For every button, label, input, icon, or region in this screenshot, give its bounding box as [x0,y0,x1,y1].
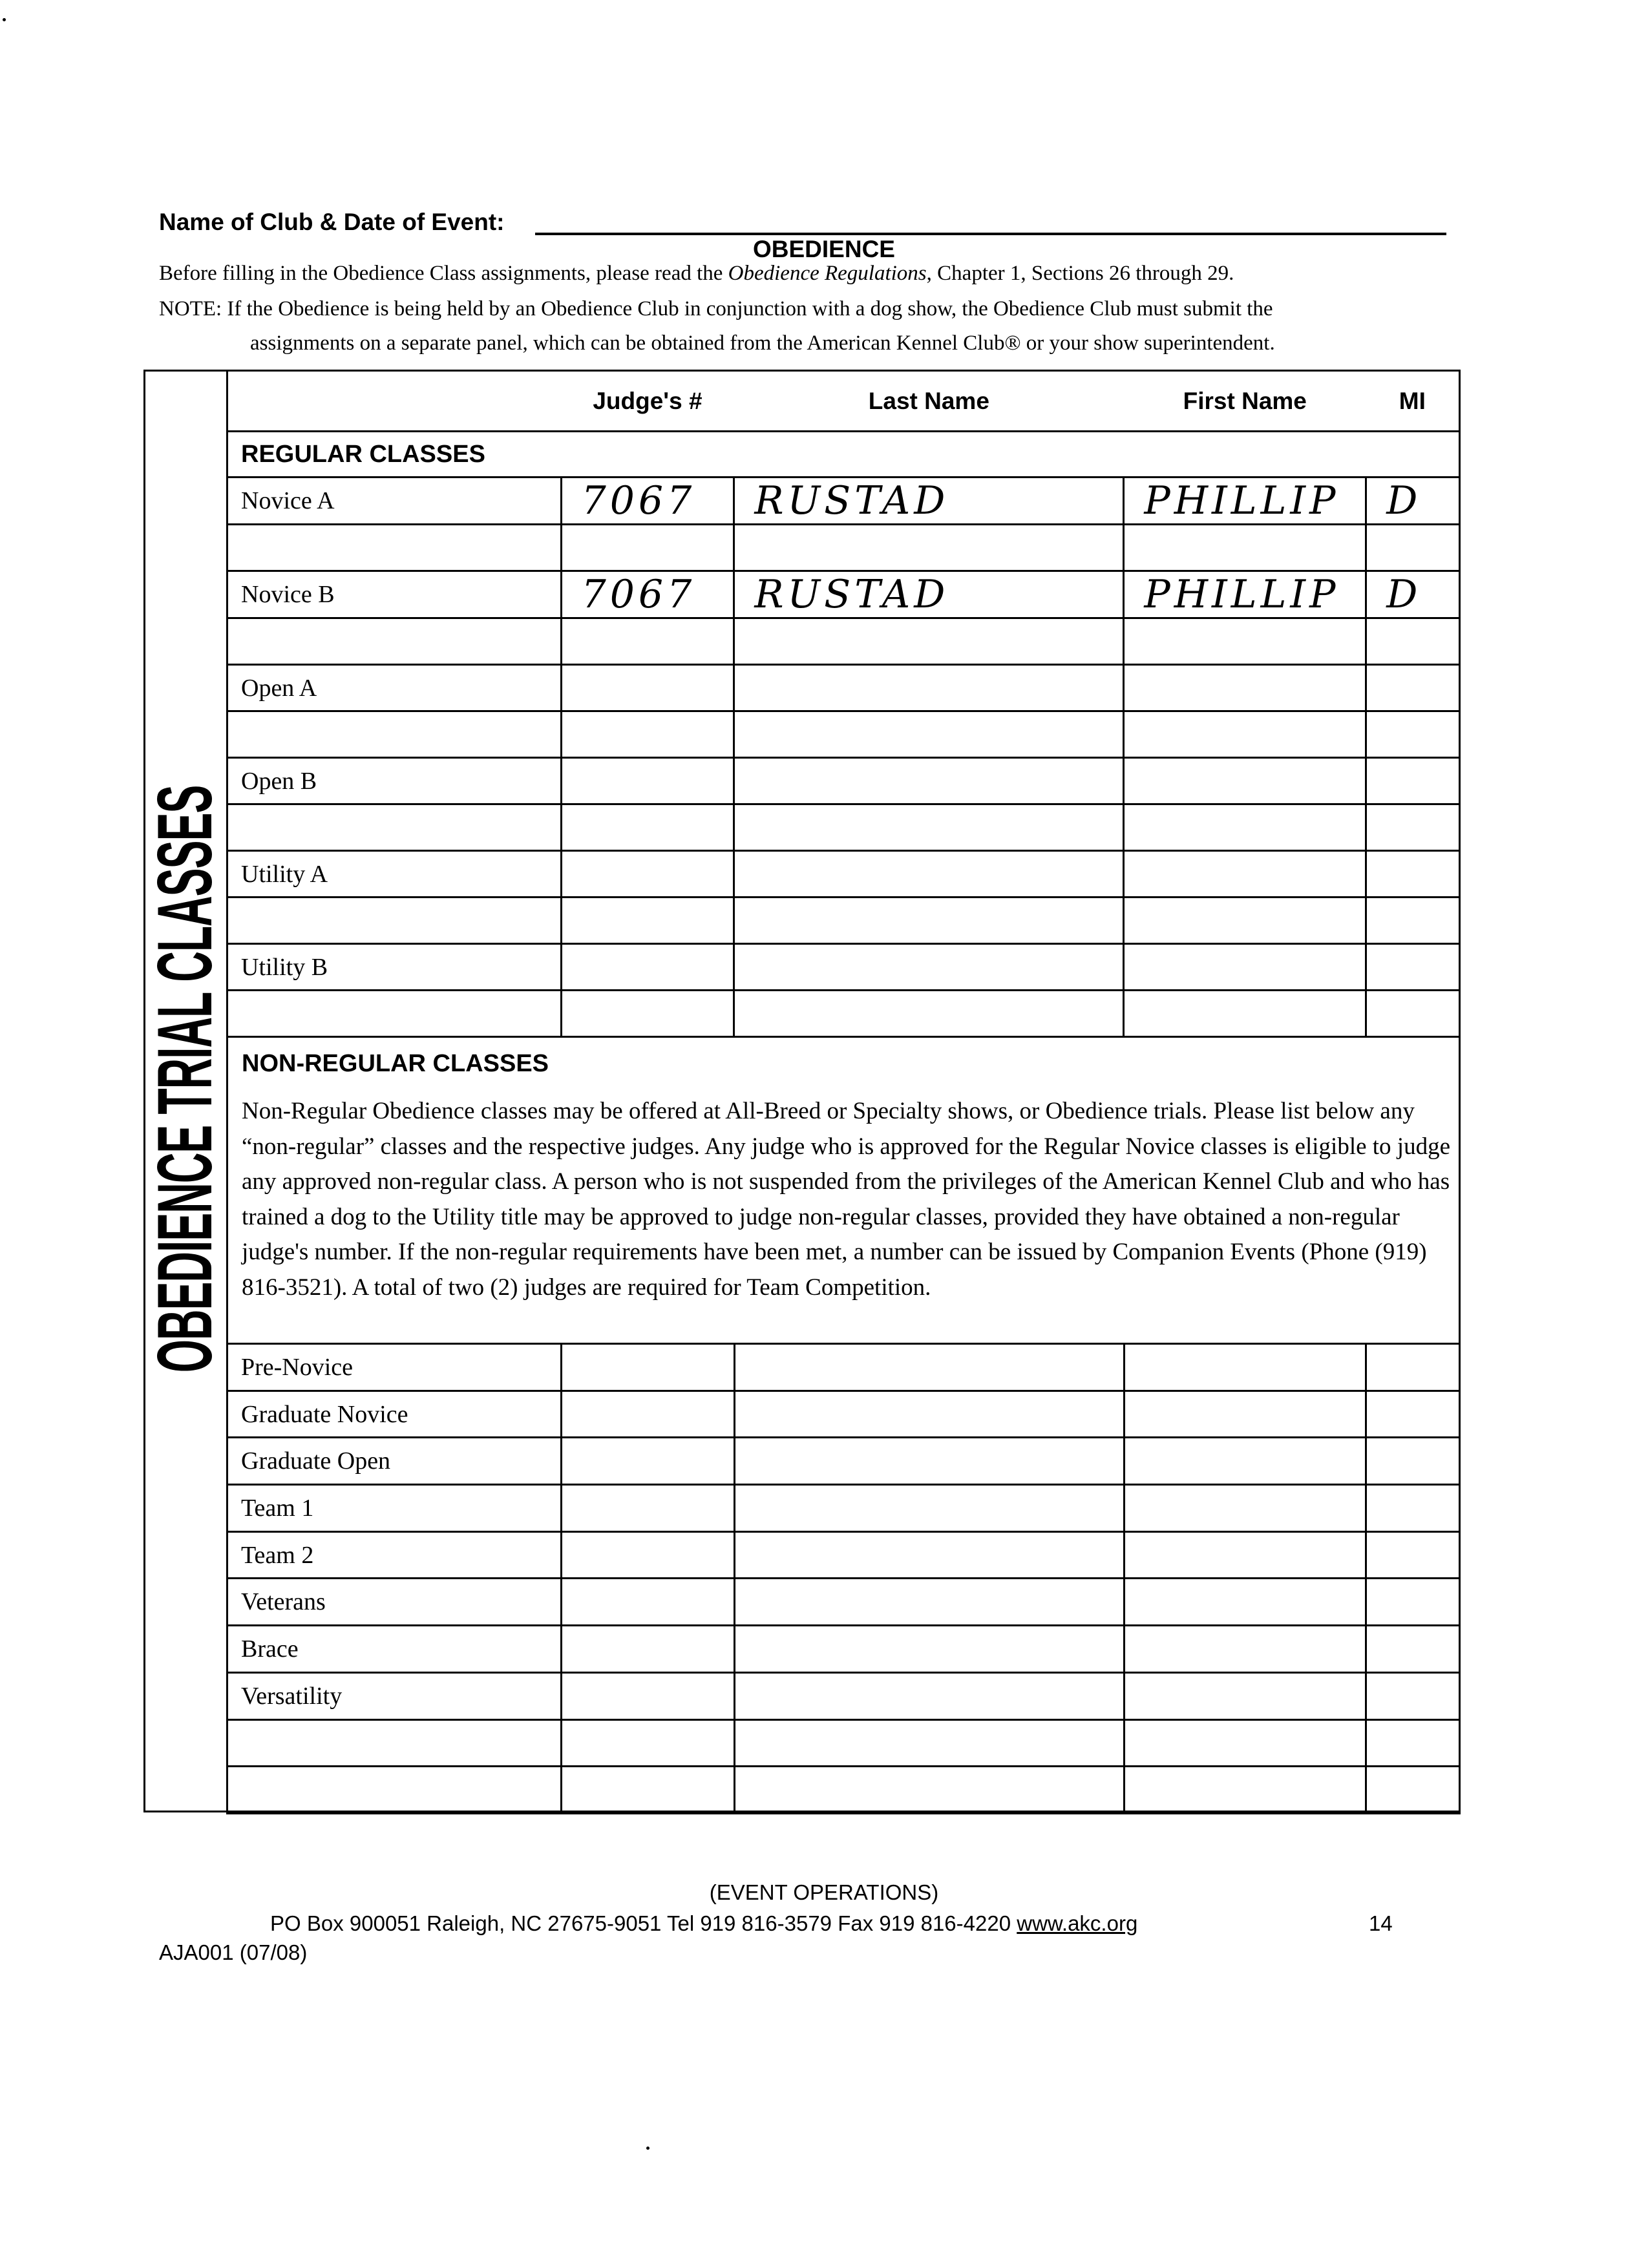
judge-number-field[interactable] [562,1438,735,1485]
judge-number-field[interactable] [561,758,734,804]
class-label: Utility B [227,944,562,991]
class-label: Veterans [227,1579,562,1626]
last-name-field[interactable] [734,851,1124,898]
class-label: Brace [227,1626,562,1673]
class-label: Pre-Novice [227,1344,562,1391]
mi-field[interactable] [1366,898,1460,944]
judge-number-field[interactable] [562,1344,735,1391]
table-row [227,1719,1460,1767]
judge-number-field[interactable] [562,1767,735,1814]
table-row [227,1391,1460,1438]
table-row [227,851,1460,898]
mi-field[interactable] [1366,1767,1460,1814]
last-name-field[interactable] [734,1719,1124,1767]
club-name-label: Name of Club & Date of Event: [159,209,505,235]
last-name-field[interactable] [734,1485,1124,1532]
first-name-field[interactable] [1124,1438,1366,1485]
mi-field[interactable] [1366,1485,1460,1532]
last-name-field[interactable] [734,1391,1124,1438]
last-name-field[interactable] [734,1344,1124,1391]
last-name-field[interactable] [734,1626,1124,1673]
mi-field[interactable] [1366,711,1460,758]
judge-number-field[interactable] [561,618,734,665]
table-row [227,665,1460,711]
last-name-field[interactable] [734,711,1124,758]
first-name-field[interactable] [1124,1719,1366,1767]
judge-number-field[interactable] [561,851,734,898]
regulations-reference: Obedience Regulations [728,262,927,285]
judge-number-field[interactable] [562,1719,735,1767]
department-label: (EVENT OPERATIONS) [709,1880,939,1904]
note-line-1: NOTE: If the Obedience is being held by an Obedience Club in conjunction with a dog show, the Obedience Club must submit the [159,297,1273,320]
judge-number-field[interactable] [561,898,734,944]
table-row [227,1767,1460,1814]
judge-number-field[interactable] [561,944,734,991]
first-name-field[interactable] [1124,991,1366,1037]
first-name-field[interactable] [1124,804,1366,851]
last-name-field[interactable] [734,1579,1124,1626]
mi-field[interactable] [1366,1719,1460,1767]
last-name-field[interactable] [734,758,1124,804]
first-name-field[interactable] [1124,944,1366,991]
first-name-field[interactable] [1124,711,1366,758]
first-name-field[interactable] [1124,665,1366,711]
table-row [227,1438,1460,1485]
table-row [227,1485,1460,1532]
table-row [227,478,1460,525]
mi-field[interactable]: D [1366,571,1460,618]
mi-field[interactable] [1366,1391,1460,1438]
first-name-field[interactable] [1124,1485,1366,1532]
first-name-field[interactable] [1124,618,1366,665]
mi-field[interactable] [1366,1438,1460,1485]
side-label: OBEDIENCE TRIAL CLASSES [142,785,228,1373]
website-link[interactable]: www.akc.org [1017,1911,1138,1935]
form-number: AJA001 (07/08) [159,1940,308,1964]
class-label: Open A [227,665,562,711]
mi-field[interactable] [1366,804,1460,851]
contact-address: PO Box 900051 Raleigh, NC 27675-9051 Tel 919 816-3579 Fax 919 816-4220 www.akc.org [270,1911,1138,1935]
table-row [227,1344,1460,1391]
table-row [227,525,1460,571]
first-name-field[interactable] [1124,1672,1366,1719]
mi-field[interactable] [1366,1672,1460,1719]
last-name-field[interactable] [734,991,1124,1037]
class-label: Graduate Open [227,1438,562,1485]
last-name-field[interactable] [734,898,1124,944]
table-row [227,804,1460,851]
last-name-field[interactable]: RUSTAD [734,478,1124,525]
nonregular-classes-title: NON-REGULAR CLASSES [242,1050,549,1077]
judge-number-field[interactable] [561,711,734,758]
scan-speck [3,18,6,21]
judge-number-field[interactable] [562,1531,735,1579]
first-name-field[interactable] [1124,1391,1366,1438]
class-label: Novice B [227,571,562,618]
last-name-field[interactable] [734,618,1124,665]
first-name-field[interactable] [1124,1531,1366,1579]
note-line-2: assignments on a separate panel, which can be obtained from the American Kennel Club® or your show superintendent. [250,331,1275,355]
last-name-field[interactable] [734,1672,1124,1719]
judge-number-field[interactable] [562,1672,735,1719]
first-name-field[interactable] [1124,1579,1366,1626]
page-number: 14 [1369,1911,1393,1935]
mi-field[interactable] [1366,851,1460,898]
table-row [227,944,1460,991]
table-row [227,571,1460,618]
judge-number-field[interactable] [561,991,734,1037]
table-row [227,1672,1460,1719]
col-last-name: Last Name [734,371,1124,432]
mi-field[interactable] [1366,618,1460,665]
first-name-field[interactable] [1124,525,1366,571]
table-row [227,618,1460,665]
table-row [227,1579,1460,1626]
class-label [227,1767,562,1814]
mi-field[interactable] [1366,1344,1460,1391]
class-label: Versatility [227,1672,562,1719]
judge-number-field[interactable] [562,1579,735,1626]
mi-field[interactable] [1366,525,1460,571]
mi-field[interactable] [1366,1579,1460,1626]
mi-field[interactable] [1366,1626,1460,1673]
mi-field[interactable] [1366,665,1460,711]
last-name-field[interactable] [734,1767,1124,1814]
mi-field[interactable] [1366,1531,1460,1579]
first-name-field[interactable]: PHILLIP [1124,571,1366,618]
column-header-row [227,371,1460,432]
nonregular-classes-table [226,1343,1461,1814]
instructions-text: Before filling in the Obedience Class assignments, please read the Obedience Regulations, Chapter 1, Sections 26 through 29. [159,262,1234,285]
col-mi: MI [1366,371,1460,432]
last-name-field[interactable] [734,665,1124,711]
last-name-field[interactable] [734,1531,1124,1579]
table-row [227,711,1460,758]
judge-number-field[interactable]: 7067 [561,478,734,525]
page-title: OBEDIENCE [753,236,895,262]
mi-field[interactable] [1366,758,1460,804]
class-label: Team 2 [227,1531,562,1579]
first-name-field[interactable] [1124,851,1366,898]
first-name-field[interactable] [1124,758,1366,804]
table-row [227,1626,1460,1673]
nonregular-description: Non-Regular Obedience classes may be offered at All-Breed or Specialty shows, or Obedience trials. Please list below any “non-regular” classes and the respective judges. Any judge who is approved for the Regular Novice classes is eligible to judge any approved non-regular class. A person who is not suspended from the privileges of the American Kennel Club and who has trained a dog to the Utility title may be approved to judge non-regular classes, provided they have obtained a non-regular judge's number. If the non-regular requirements have been met, a number can be issued by Companion Events (Phone (919) 816-3521). A total of two (2) judges are required for Team Competition. [242,1098,1450,1301]
mi-field[interactable] [1366,944,1460,991]
regular-classes-table [226,370,1461,1038]
judge-number-field[interactable] [561,665,734,711]
first-name-field[interactable] [1124,1344,1366,1391]
col-judge-number: Judge's # [561,371,734,432]
judge-number-field[interactable] [562,1626,735,1673]
last-name-field[interactable] [734,525,1124,571]
class-label: Team 1 [227,1485,562,1532]
regular-classes-title: REGULAR CLASSES [227,432,1460,478]
class-label [227,1719,562,1767]
last-name-field[interactable] [734,944,1124,991]
judge-number-field[interactable] [562,1485,735,1532]
class-label: Open B [227,758,562,804]
class-label: Graduate Novice [227,1391,562,1438]
first-name-field[interactable] [1124,1626,1366,1673]
judge-number-field[interactable] [561,804,734,851]
scan-speck [646,2147,650,2150]
first-name-field[interactable]: PHILLIP [1124,478,1366,525]
table-row [227,1531,1460,1579]
table-row [227,898,1460,944]
last-name-field[interactable] [734,1438,1124,1485]
judge-number-field[interactable]: 7067 [561,571,734,618]
last-name-field[interactable]: RUSTAD [734,571,1124,618]
class-label: Novice A [227,478,562,525]
club-name-date-row [159,209,1458,236]
table-row [227,758,1460,804]
judge-number-field[interactable] [561,525,734,571]
mi-field[interactable] [1366,991,1460,1037]
col-first-name: First Name [1124,371,1366,432]
last-name-field[interactable] [734,804,1124,851]
class-label: Utility A [227,851,562,898]
first-name-field[interactable] [1124,898,1366,944]
club-name-field[interactable] [535,233,1446,235]
judge-number-field[interactable] [562,1391,735,1438]
mi-field[interactable]: D [1366,478,1460,525]
first-name-field[interactable] [1124,1767,1366,1814]
table-row [227,991,1460,1037]
